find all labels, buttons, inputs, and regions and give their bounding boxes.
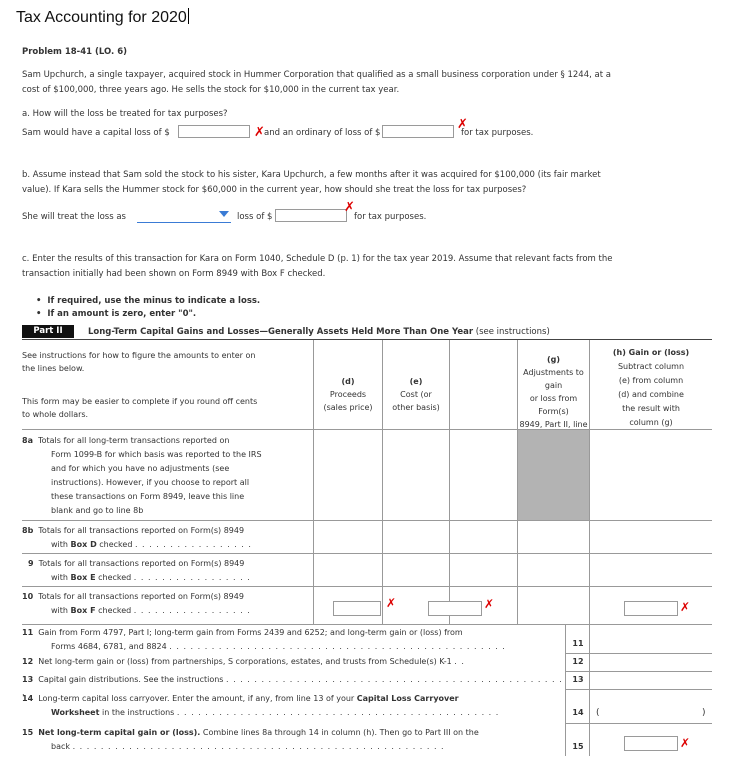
header-left-4: to whole dollars. xyxy=(22,410,89,419)
incorrect-mark: ✗ xyxy=(386,596,397,610)
divider xyxy=(22,339,712,340)
col-d-header: (d) Proceeds (sales price) xyxy=(323,377,373,412)
chevron-down-icon xyxy=(219,211,229,217)
row-10: 10 Totals for all transactions reported on Form(s) 8949 with Box F checked . . . . . . . . . . . . . . . . . xyxy=(22,592,251,615)
paren-open: ( xyxy=(596,708,600,718)
header-left-3: This form may be easier to complete if you round off cents xyxy=(22,397,258,406)
divider xyxy=(22,624,712,625)
row-15: 15 Net long-term capital gain or (loss). Combine lines 8a through 14 in column (h). Then go to Part III on the back . . . . . . . . . . . . . . . . . . . . . . . . . . . . . . . . . . . . . . . . . . . . . . . . . . . . . xyxy=(22,728,479,751)
incorrect-mark: ✗ xyxy=(680,736,691,750)
part-c-question-1: c. Enter the results of this transaction for Kara on Form 1040, Schedule D (p. 1) for the tax year 2019. Assume that relevant facts from the xyxy=(22,254,613,264)
col-e-header: (e) Cost (or other basis) xyxy=(392,377,440,412)
row-8a: 8a Totals for all long-term transactions reported on Form 1099-B for which basis was reported to the IRS and for which you have no adjustments (see instructions). However, if you choose to report all these transactions on Form 8949, leave this line blank and go to line 8b xyxy=(22,436,262,515)
divider xyxy=(22,553,712,554)
part-a-mid: and an ordinary of loss of $ xyxy=(264,128,381,138)
line-number-14: 14 xyxy=(572,708,584,717)
part-a-question: a. How will the loss be treated for tax purposes? xyxy=(22,109,228,119)
row-14: 14 Long-term capital loss carryover. Enter the amount, if any, from line 13 of your Capital Loss Carryover Worksheet in the instructions . . . . . . . . . . . . . . . . . . . . . . . . . . . . . . . . . . . . . . . . . . . . . . xyxy=(22,694,500,717)
part-a-tail: for tax purposes. xyxy=(461,128,534,138)
divider xyxy=(449,340,450,625)
incorrect-mark: ✗ xyxy=(484,597,495,611)
part-b-lead: She will treat the loss as xyxy=(22,212,126,222)
incorrect-mark: ✗ xyxy=(457,117,468,132)
part-b-question-1: b. Assume instead that Sam sold the stock to his sister, Kara Upchurch, a few months after it was acquired for $100,000 (its fair market xyxy=(22,170,601,180)
row-12: 12 Net long-term gain or (loss) from partnerships, S corporations, estates, and trusts from Schedule(s) K-1 . . xyxy=(22,657,465,666)
page-title: Tax Accounting for 2020 xyxy=(16,9,187,26)
intro-line-1: Sam Upchurch, a single taxpayer, acquired stock in Hummer Corporation that qualified as a small business corporation under § 1244, at a xyxy=(22,70,611,80)
line-number-11: 11 xyxy=(572,639,584,648)
line-number-15: 15 xyxy=(572,742,584,751)
part-label: Part II xyxy=(22,325,74,338)
incorrect-mark: ✗ xyxy=(680,600,691,614)
gray-cell xyxy=(518,430,589,520)
incorrect-mark: ✗ xyxy=(254,125,265,140)
text-cursor xyxy=(188,8,189,24)
divider xyxy=(565,689,712,690)
header-left-2: the lines below. xyxy=(22,364,85,373)
line10-proceeds-input[interactable] xyxy=(333,601,381,616)
row-9: 9 Totals for all transactions reported on Form(s) 8949 with Box E checked . . . . . . . . . . . . . . . . . xyxy=(28,559,251,582)
divider xyxy=(565,723,712,724)
header-left-1: See instructions for how to figure the amounts to enter on xyxy=(22,351,256,360)
divider xyxy=(22,520,712,521)
row-11: 11 Gain from Form 4797, Part I; long-term gain from Forms 2439 and 6252; and long-term gain or (loss) from Forms 4684, 6781, and 8824 . . . . . . . . . . . . . . . . . . . . . . . . . . . . . . . . . . . . . . . . . . . . . . . . xyxy=(22,628,506,651)
bullet-2: • If an amount is zero, enter "0". xyxy=(36,309,197,319)
line15-net-gain-input[interactable] xyxy=(624,736,678,751)
part-b-mid: loss of $ xyxy=(237,212,273,222)
part-b-tail: for tax purposes. xyxy=(354,212,427,222)
divider xyxy=(22,429,712,430)
line10-cost-input[interactable] xyxy=(428,601,482,616)
intro-line-2: cost of $100,000, three years ago. He sells the stock for $10,000 in the current tax year. xyxy=(22,85,400,95)
divider xyxy=(565,671,712,672)
row-8b: 8b Totals for all transactions reported on Form(s) 8949 with Box D checked . . . . . . . . . . . . . . . . . xyxy=(22,526,252,549)
ordinary-loss-input[interactable] xyxy=(382,125,454,138)
divider xyxy=(565,653,712,654)
divider xyxy=(22,586,712,587)
col-g-header: (g) Adjustments to gain or loss from Form(s) 8949, Part II, line xyxy=(519,355,588,429)
capital-loss-input[interactable] xyxy=(178,125,250,138)
part-title: Long-Term Capital Gains and Losses—Generally Assets Held More Than One Year (see instructions) xyxy=(88,327,550,337)
incorrect-mark: ✗ xyxy=(344,200,355,215)
paren-close: ) xyxy=(702,708,706,718)
part-b-question-2: value). If Kara sells the Hummer stock for $60,000 in the current year, how should she treat the loss for tax purposes? xyxy=(22,185,527,195)
loss-type-select[interactable] xyxy=(137,209,231,223)
line-number-13: 13 xyxy=(572,675,584,684)
part-a-lead: Sam would have a capital loss of $ xyxy=(22,128,170,138)
col-h-header: (h) Gain or (loss) Subtract column (e) from column (d) and combine the result with column (g) xyxy=(612,348,690,427)
line-number-12: 12 xyxy=(572,657,584,666)
part-c-question-2: transaction initially had been shown on Form 8949 with Box F checked. xyxy=(22,269,326,279)
kara-loss-input[interactable] xyxy=(275,209,347,222)
bullet-1: • If required, use the minus to indicate a loss. xyxy=(36,296,261,306)
line10-gain-loss-input[interactable] xyxy=(624,601,678,616)
problem-heading: Problem 18-41 (LO. 6) xyxy=(22,47,128,57)
row-13: 13 Capital gain distributions. See the instructions . . . . . . . . . . . . . . . . . . . . . . . . . . . . . . . . . . . . . . . . . . . . . . . . . xyxy=(22,675,563,697)
